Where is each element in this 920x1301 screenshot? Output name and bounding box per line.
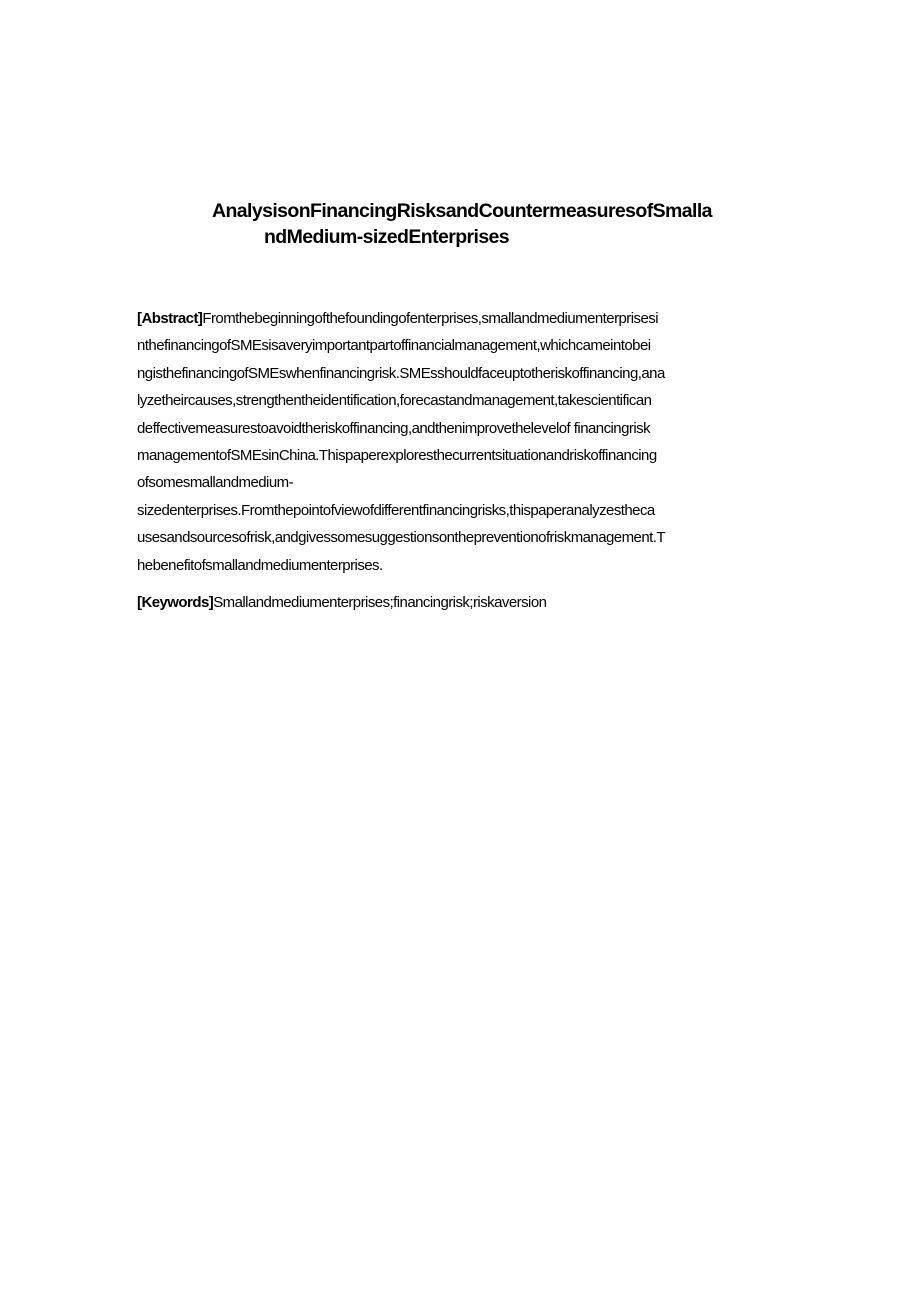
abstract-line-10: hebenefitofsmallandmediumenterprises.: [137, 556, 383, 574]
paper-title-line-2: ndMedium-sizedEnterprises: [264, 226, 510, 248]
abstract-line-8: sizedenterprises.Fromthepointofviewofdifferentfinancingrisks,thispaperanalyzestheca: [137, 501, 655, 519]
abstract-line-5: deffectivemeasurestoavoidtheriskoffinancing,andthenimprovethelevelof financingrisk: [137, 419, 651, 437]
keywords-section: [137, 589, 787, 616]
abstract-line-4: lyzetheircauses,strengthentheidentification,forecastandmanagement,takescientifican: [137, 392, 652, 410]
abstract-text-1: Fromthebeginningofthefoundingofenterprises,smallandmediumenterprisesi: [202, 310, 659, 327]
abstract-line-7: ofsomesmallandmedium-: [137, 474, 294, 492]
paper-title-line-1: AnalysisonFinancingRisksandCountermeasuresofSmalla: [212, 200, 712, 222]
keywords-label: [Keywords]: [137, 594, 214, 611]
abstract-line-9: usesandsourcesofrisk,andgivessomesuggestionsonthepreventionofriskmanagement.T: [137, 529, 665, 547]
abstract-section: [137, 305, 787, 579]
abstract-line-3: ngisthefinancingofSMEswhenfinancingrisk.SMEsshouldfaceuptotheriskoffinancing,ana: [137, 364, 665, 382]
abstract-line-1: [137, 305, 787, 332]
abstract-label: [Abstract]: [137, 310, 203, 327]
abstract-line-2: nthefinancingofSMEsisaveryimportantpartoffinancialmanagement,whichcameintobei: [137, 337, 651, 355]
keywords-text: Smallandmediumenterprises;financingrisk;riskaversion: [213, 594, 547, 611]
paper-title: [212, 198, 802, 250]
abstract-line-6: managementofSMEsinChina.Thispaperexploresthecurrentsituationandriskoffinancing: [137, 447, 657, 465]
